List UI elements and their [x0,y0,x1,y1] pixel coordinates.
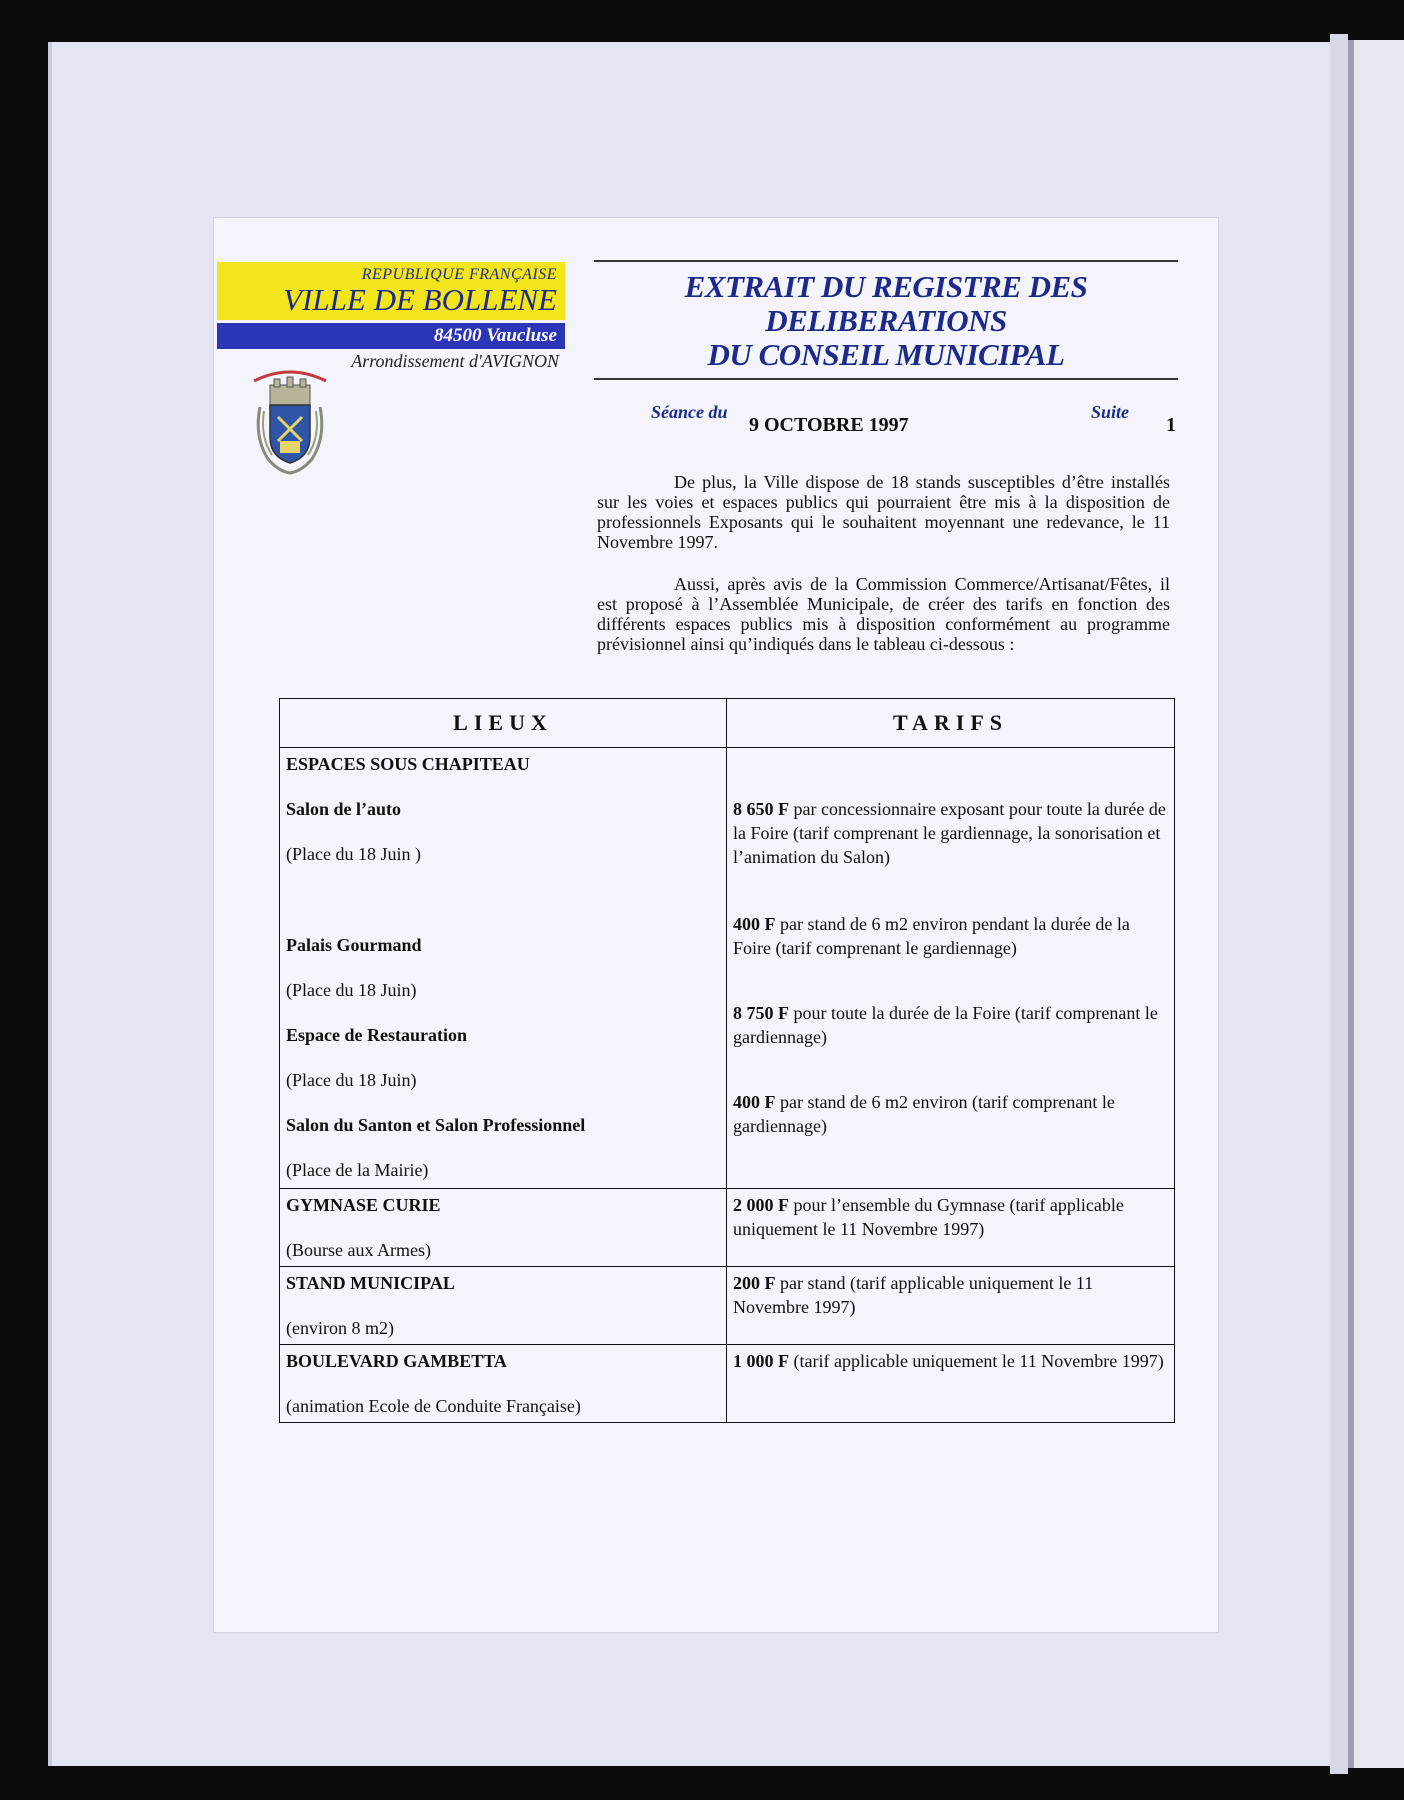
title-line-1: EXTRAIT DU REGISTRE DES DELIBERATIONS [684,269,1088,338]
seance-label: Séance du [651,402,728,422]
place-name: Salon de l’auto [286,799,402,819]
body-paragraph-2: Aussi, après avis de la Commission Commerce/Artisanat/Fêtes, il est proposé à l’Assemblée Municipale, de créer des tarifs en fonction des différents espaces publics mis à disposition conformément au programme prévisionnel ainsi qu’indiqués dans le tableau ci-dessous : [597,574,1170,654]
price-entry [733,912,1168,960]
ville-name: VILLE DE BOLLENE [283,282,557,317]
place-location: (Place du 18 Juin ) [286,844,421,864]
price-description: par stand de 6 m2 environ pendant la durée de la Foire (tarif comprenant le gardiennage) [733,914,1130,958]
price-description: (tarif applicable uniquement le 11 Novembre 1997) [789,1351,1164,1371]
price-amount: 8 650 F [733,799,789,819]
price-entry [733,797,1168,869]
price-description: par concessionnaire exposant pour toute la durée de la Foire (tarif comprenant le gardiennage, la sonorisation et l’animation du Salon) [733,799,1166,867]
municipal-letterhead [217,262,565,372]
lieux-cell [280,1345,727,1423]
price-amount: 2 000 F [733,1195,789,1215]
header-bottom-rule [594,378,1178,380]
place-location: (animation Ecole de Conduite Française) [286,1396,581,1416]
seance-date: 9 OCTOBRE 1997 [749,414,909,436]
price-amount: 200 F [733,1273,776,1293]
document-sheet [213,217,1219,1633]
arrondissement-label: Arrondissement d'AVIGNON [351,351,559,371]
tarifs-cell [727,748,1175,1189]
page-number: 1 [1166,414,1176,436]
header-tarifs: TARIFS [727,699,1175,748]
binder-spine [1330,34,1348,1774]
tarifs-cell [727,1345,1175,1423]
seance-row [594,402,1178,442]
document-title [594,262,1178,378]
coat-of-arms-icon [250,367,330,477]
place-location: (Place de la Mairie) [286,1160,429,1180]
lieux-cell [280,748,727,1189]
lieux-cell [280,1267,727,1345]
price-entry [733,1090,1168,1138]
republique-label: REPUBLIQUE FRANÇAISE [361,266,557,283]
group-title: ESPACES SOUS CHAPITEAU [286,754,530,774]
place-location: (Place du 18 Juin) [286,1070,417,1090]
table-header-row [280,699,1175,748]
place-name: Salon du Santon et Salon Professionnel [286,1115,586,1135]
place-name: STAND MUNICIPAL [286,1273,455,1293]
table-row [280,748,1175,1189]
header-lieux: LIEUX [280,699,727,748]
table-row [280,1345,1175,1423]
letterhead-yellow-band [217,262,565,320]
price-description: par stand de 6 m2 environ (tarif comprenant le gardiennage) [733,1092,1115,1136]
next-page-edge [1348,40,1404,1768]
price-amount: 1 000 F [733,1351,789,1371]
suite-label: Suite [1091,402,1130,422]
tarifs-cell [727,1267,1175,1345]
place-location: (Bourse aux Armes) [286,1240,431,1260]
place-name: BOULEVARD GAMBETTA [286,1351,507,1371]
place-name: Palais Gourmand [286,935,422,955]
title-line-2: DU CONSEIL MUNICIPAL [707,337,1065,372]
tarifs-cell [727,1189,1175,1267]
place-name: GYMNASE CURIE [286,1195,441,1215]
price-amount: 400 F [733,1092,776,1112]
place-name: Espace de Restauration [286,1025,467,1045]
table-row [280,1189,1175,1267]
price-description: pour toute la durée de la Foire (tarif comprenant le gardiennage) [733,1003,1158,1047]
deliberation-header [594,260,1178,442]
departement-band: 84500 Vaucluse [217,323,565,349]
tarifs-table [279,698,1175,1423]
deliberation-body [597,472,1170,676]
body-paragraph-1: De plus, la Ville dispose de 18 stands susceptibles d’être installés sur les voies et espaces publics qui pourraient être mis à la disposition de professionnels Exposants qui le souhaitent moyennant une redevance, le 11 Novembre 1997. [597,472,1170,552]
price-description: par stand (tarif applicable uniquement le 11 Novembre 1997) [733,1273,1094,1317]
price-amount: 400 F [733,914,776,934]
price-entry [733,1001,1168,1049]
lieux-cell [280,1189,727,1267]
price-description: pour l’ensemble du Gymnase (tarif applicable uniquement le 11 Novembre 1997) [733,1195,1124,1239]
place-location: (environ 8 m2) [286,1318,394,1338]
price-amount: 8 750 F [733,1003,789,1023]
table-row [280,1267,1175,1345]
place-location: (Place du 18 Juin) [286,980,417,1000]
